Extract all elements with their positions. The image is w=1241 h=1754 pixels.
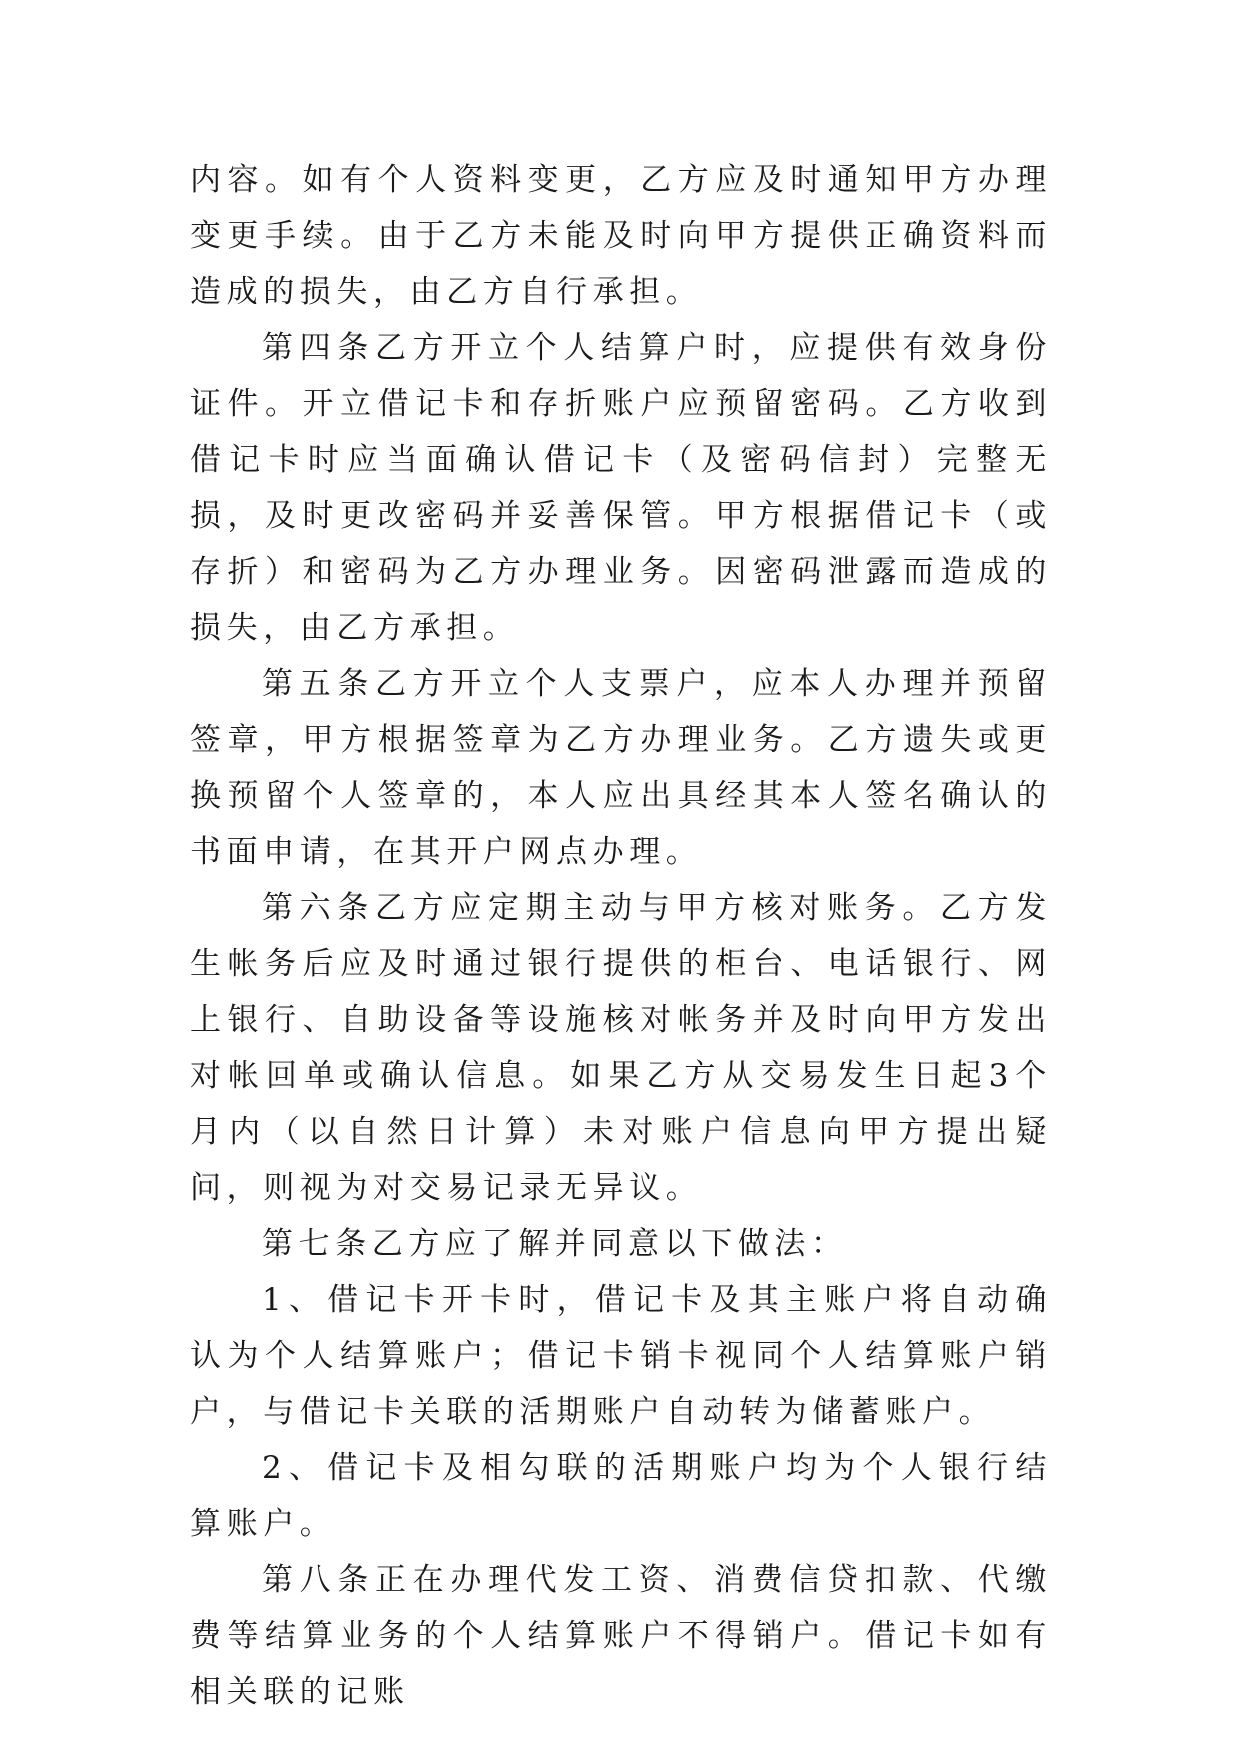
paragraph-article-7-item-2: 2、借记卡及相勾联的活期账户均为个人银行结算账户。 [190, 1450, 1052, 1542]
document-body [190, 152, 1052, 1720]
paragraph-article-4: 第四条乙方开立个人结算户时，应提供有效身份证件。开立借记卡和存折账户应预留密码。乙方收到借记卡时应当面确认借记卡（及密码信封）完整无损，及时更改密码并妥善保管。甲方根据借记卡（或存折）和密码为乙方办理业务。因密码泄露而造成的损失，由乙方承担。 [190, 330, 1052, 646]
paragraph-article-8: 第八条正在办理代发工资、消费信贷扣款、代缴费等结算业务的个人结算账户不得销户。借记卡如有相关联的记账 [190, 1562, 1052, 1710]
paragraph-article-6: 第六条乙方应定期主动与甲方核对账务。乙方发生帐务后应及时通过银行提供的柜台、电话银行、网上银行、自助设备等设施核对帐务并及时向甲方发出对帐回单或确认信息。如果乙方从交易发生日起3个月内（以自然日计算）未对账户信息向甲方提出疑问，则视为对交易记录无异议。 [190, 890, 1052, 1206]
paragraph-article-5: 第五条乙方开立个人支票户，应本人办理并预留签章，甲方根据签章为乙方办理业务。乙方遗失或更换预留个人签章的，本人应出具经其本人签名确认的书面申请，在其开户网点办理。 [190, 666, 1052, 870]
paragraph-continuation: 内容。如有个人资料变更，乙方应及时通知甲方办理变更手续。由于乙方未能及时向甲方提供正确资料而造成的损失，由乙方自行承担。 [190, 162, 1052, 310]
paragraph-article-7-item-1: 1、借记卡开卡时，借记卡及其主账户将自动确认为个人结算账户；借记卡销卡视同个人结算账户销户，与借记卡关联的活期账户自动转为储蓄账户。 [190, 1282, 1052, 1430]
paragraph-article-7: 第七条乙方应了解并同意以下做法： [262, 1226, 848, 1262]
